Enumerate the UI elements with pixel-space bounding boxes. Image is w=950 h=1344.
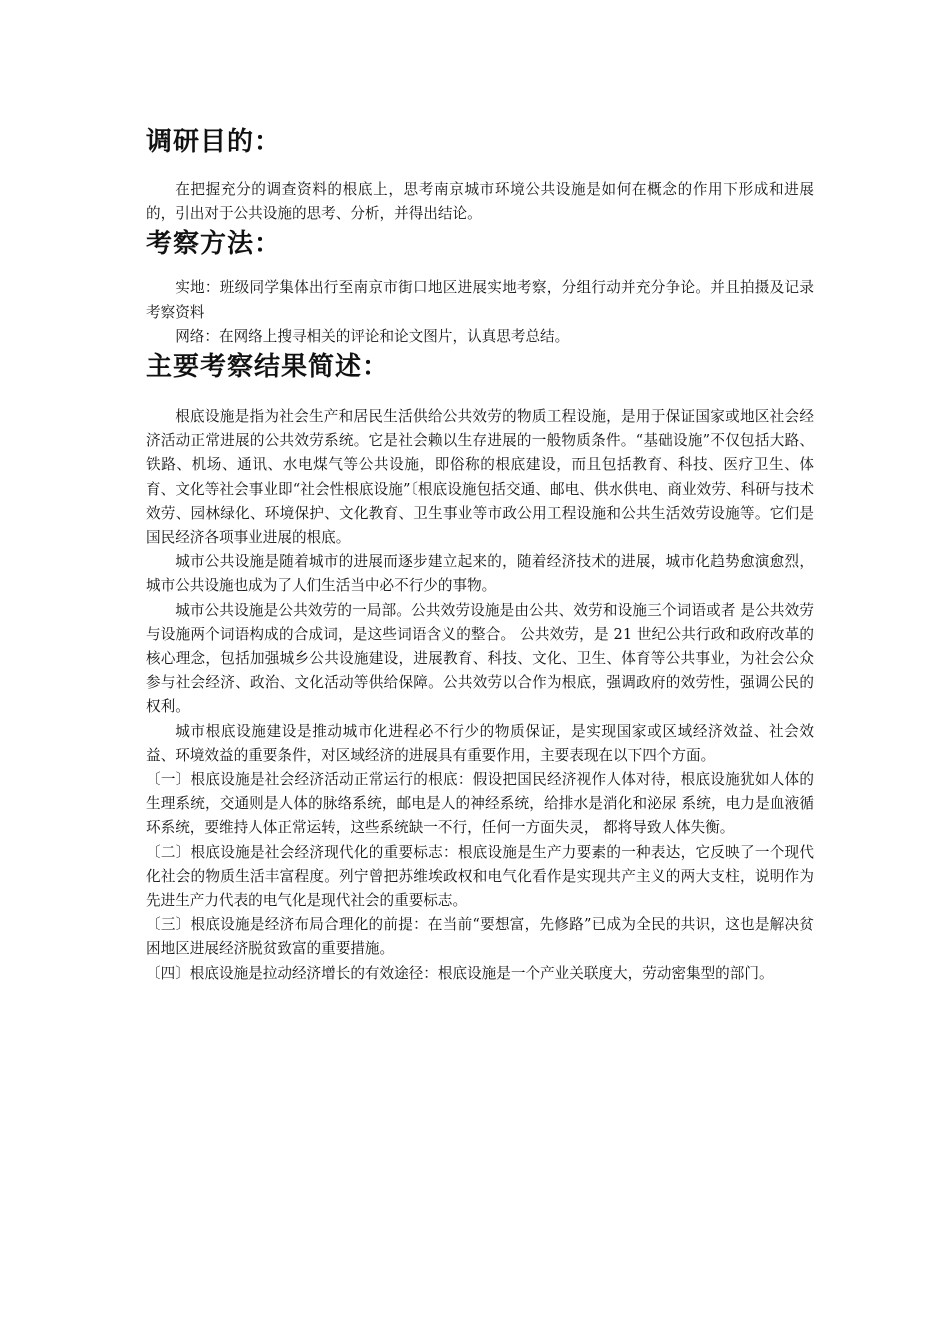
results-paragraph-urban-facilities: 城市公共设施是随着城市的进展而逐步建立起来的，随着经济技术的进展，城市化趋势愈演愈烈，城市公共设施也成为了人们生活当中必不行少的事物。 <box>146 553 814 595</box>
document-page <box>146 118 814 986</box>
section-heading-main-results: 主要考察结果简述： <box>146 352 390 383</box>
research-purpose-paragraph: 在把握充分的调查资料的根底上，思考南京城市环境公共设施是如何在概念的作用下形成和进展的，引出对于公共设施的思考、分析，并得出结论。 <box>146 181 814 223</box>
results-point-2: 〔二〕根底设施是社会经济现代化的重要标志：根底设施是生产力要素的一种表达，它反映了一个现代化社会的物质生活丰富程度。列宁曾把苏维埃政权和电气化看作是实现共产主义的两大支柱，说明作为先进生产力代表的电气化是现代社会的重要标志。 <box>146 843 814 910</box>
results-paragraph-urban-infrastructure: 城市根底设施建设是推动城市化进程必不行少的物质保证，是实现国家或区域经济效益、社会效益、环境效益的重要条件，对区域经济的进展具有重要作用，主要表现在以下四个方面。 <box>146 722 814 764</box>
results-point-4: 〔四〕根底设施是拉动经济增长的有效途径：根底设施是一个产业关联度大，劳动密集型的部门。 <box>146 964 774 982</box>
survey-method-field-paragraph: 实地：班级同学集体出行至南京市街口地区进展实地考察，分组行动并充分争论。并且拍摄及记录考察资料 <box>146 279 814 321</box>
results-paragraph-public-service: 城市公共设施是公共效劳的一局部。公共效劳设施是由公共、效劳和设施三个词语或者 是公共效劳与设施两个词语构成的合成词，是这些词语含义的整合。 公共效劳，是 21 世纪公共行政和政府改革的核心理念，包括加强城乡公共设施建设，进展教育、科技、文化、卫生、体育等公共事业，为社会公众参与社会经济、政治、文化活动等供给保障。公共效劳以合作为根底，强调政府的效劳性，强调公民的权利。 <box>146 601 814 716</box>
results-point-1: 〔一〕根底设施是社会经济活动正常运行的根底：假设把国民经济视作人体对待，根底设施犹如人体的生理系统，交通则是人体的脉络系统，邮电是人的神经系统，给排水是消化和泌尿 系统，电力是血液循环系统，要维持人体正常运转，这些系统缺一不行，任何一方面失灵， 都将导致人体失衡。 <box>146 771 814 837</box>
survey-method-online-paragraph: 网络：在网络上搜寻相关的评论和论文图片，认真思考总结。 <box>175 327 570 345</box>
results-paragraph-infrastructure-definition: 根底设施是指为社会生产和居民生活供给公共效劳的物质工程设施，是用于保证国家或地区社会经济活动正常进展的公共效劳系统。它是社会赖以生存进展的一般物质条件。“基础设施”不仅包括大路、铁路、机场、通讯、水电煤气等公共设施，即俗称的根底建设，而且包括教育、科技、医疗卫生、体育、文化等社会事业即“社会性根底设施”〔根底设施包括交通、邮电、供水供电、商业效劳、科研与技术效劳、园林绿化、环境保护、文化教育、卫生事业等市政公用工程设施和公共生活效劳设施等。它们是国民经济各项事业进展的根底。 <box>146 408 814 547</box>
section-heading-survey-method: 考察方法： <box>146 229 282 260</box>
section-heading-research-purpose: 调研目的： <box>146 127 282 157</box>
results-point-3: 〔三〕根底设施是经济布局合理化的前提：在当前“要想富，先修路”已成为全民的共识，这也是解决贫困地区进展经济脱贫致富的重要措施。 <box>146 916 814 958</box>
